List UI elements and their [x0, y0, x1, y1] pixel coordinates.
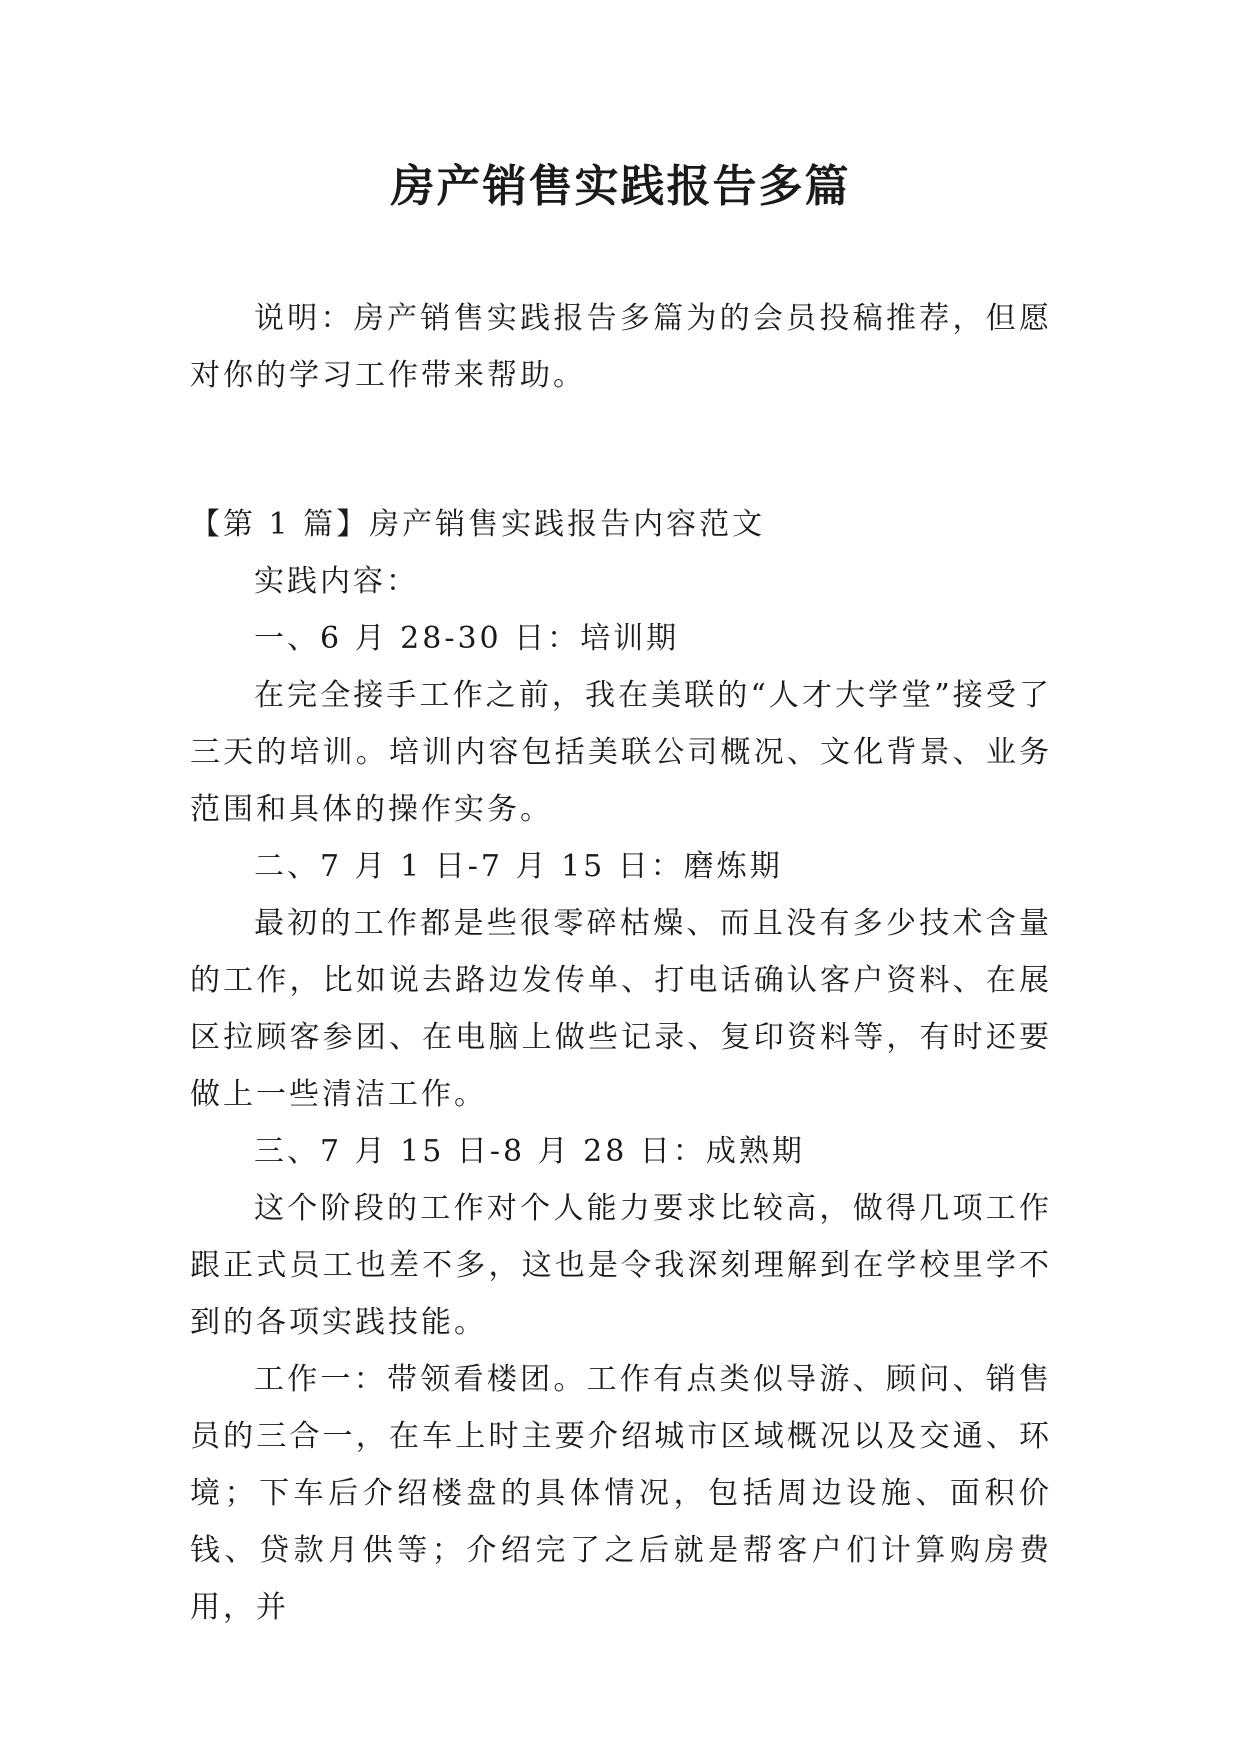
paragraph-phase-2-body: 最初的工作都是些很零碎枯燥、而且没有多少技术含量的工作，比如说去路边发传单、打电话确认客户资料、在展区拉顾客参团、在电脑上做些记录、复印资料等，有时还要做上一些清洁工作。: [190, 906, 1052, 1112]
paragraph-practice-content: 实践内容：: [254, 564, 419, 599]
paragraph-phase-3-heading: 三、7 月 15 日-8 月 28 日：成熟期: [254, 1134, 805, 1169]
paragraph-work-1: 工作一：带领看楼团。工作有点类似导游、顾问、销售员的三合一，在车上时主要介绍城市区域概况以及交通、环境；下车后介绍楼盘的具体情况，包括周边设施、面积价钱、贷款月供等；介绍完了之后就是帮客户们计算购房费用，并: [190, 1362, 1052, 1625]
paragraph-phase-2-heading: 二、7 月 1 日-7 月 15 日：磨炼期: [254, 849, 783, 884]
paragraph-phase-3-body: 这个阶段的工作对个人能力要求比较高，做得几项工作跟正式员工也差不多，这也是令我深刻理解到在学校里学不到的各项实践技能。: [190, 1191, 1052, 1340]
document-body: [190, 290, 1052, 1636]
paragraph-phase-1-heading: 一、6 月 28-30 日：培训期: [254, 621, 680, 656]
intro-note: 说明：房产销售实践报告多篇为的会员投稿推荐，但愿对你的学习工作带来帮助。: [190, 301, 1052, 393]
section-heading: 【第 1 篇】房产销售实践报告内容范文: [190, 507, 766, 542]
document-title: 房产销售实践报告多篇: [390, 161, 851, 212]
paragraph-phase-1-body: 在完全接手工作之前，我在美联的“人才大学堂”接受了三天的培训。培训内容包括美联公司概况、文化背景、业务范围和具体的操作实务。: [190, 678, 1052, 827]
